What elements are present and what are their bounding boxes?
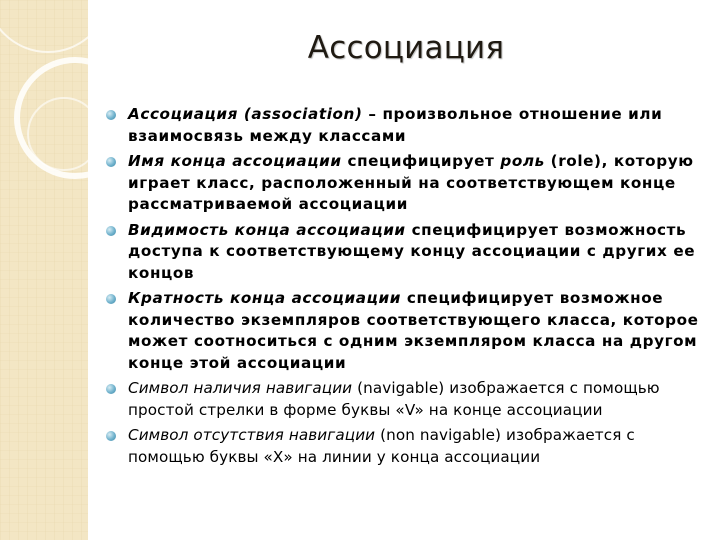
bullet-item-navigable	[106, 378, 712, 421]
bullet-dot-icon	[106, 110, 116, 120]
bullet-text: специфицирует возможность доступа к соответствующему концу ассоциации с других ее концов	[128, 220, 696, 282]
term: Символ отсутствия навигации	[128, 426, 376, 444]
bullet-dot-icon	[106, 226, 116, 236]
bullet-text: (navigable) изображается с помощью простой стрелки в форме буквы «V» на конце ассоциации	[128, 379, 660, 419]
bullet-text: – произвольное отношение или взаимосвязь между классами	[128, 105, 663, 145]
bullet-dot-icon	[106, 294, 116, 304]
bullet-dot-icon	[106, 384, 116, 394]
bullet-text: специфицирует	[341, 152, 501, 170]
bullet-dot-icon	[106, 157, 116, 167]
side-panel-edge	[88, 0, 92, 540]
decorative-pattern	[0, 0, 88, 540]
bullet-item-visibility	[106, 220, 712, 285]
bullet-item-end-name	[106, 151, 712, 216]
term: Видимость конца ассоциации	[128, 220, 406, 239]
term: Кратность конца ассоциации	[128, 289, 401, 307]
bullet-item-association	[106, 104, 712, 147]
bullet-dot-icon	[106, 431, 116, 441]
decorative-side-panel	[0, 0, 88, 540]
bullet-item-non-navigable	[106, 425, 712, 468]
term: Имя конца ассоциации	[128, 152, 342, 170]
bullet-text-continued: (role), которую играет класс, расположенный на соответствующем конце рассматриваемой ассоциации	[128, 152, 694, 213]
slide-title: Ассоциация	[307, 30, 505, 66]
term: Ассоциация (association)	[128, 105, 363, 123]
bullet-item-multiplicity	[106, 288, 712, 374]
bullet-text: специфицирует возможное количество экземпляров соответствующего класса, которое может соотноситься с одним экземпляром класса на другом конце этой ассоциации	[128, 289, 699, 372]
term: Символ наличия навигации	[128, 379, 353, 397]
bullet-text: (non navigable) изображается с помощью буквы «X» на линии у конца ассоциации	[128, 426, 635, 466]
term-role: роль	[500, 152, 545, 170]
bullet-list	[106, 104, 712, 472]
